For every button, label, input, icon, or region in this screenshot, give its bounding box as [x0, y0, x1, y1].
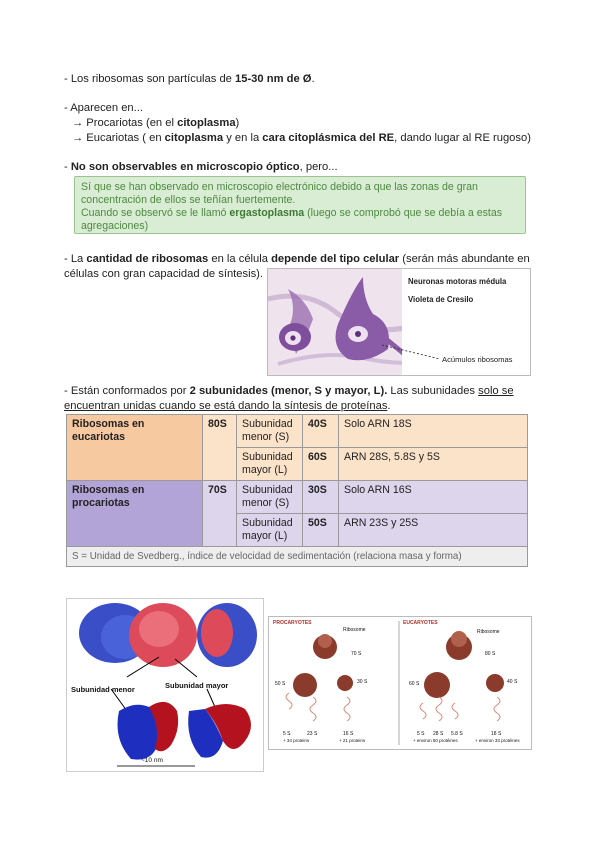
pro-large: 50 S [275, 681, 286, 687]
appear-prokaryotes: → Procariotas (en el citoplasma) [72, 117, 240, 129]
subunit-name: Subunidad mayor (L) [237, 514, 303, 547]
table-row [67, 481, 528, 514]
euk-rna-58s: 5.8 S [451, 731, 463, 737]
quantity-line-2: células con gran capacidad de síntesis). [64, 268, 264, 280]
ribosome-label-euk: Ribosome [477, 629, 500, 635]
micrograph-stain: Violeta de Cresilo [408, 295, 474, 304]
prokaryote-total: 70S [203, 481, 237, 547]
euk-rna-18s: 18 S [491, 731, 502, 737]
svedberg-footnote: S = Unidad de Svedberg., índice de velocidad de sedimentación (relaciona masa y forma) [67, 547, 528, 567]
subunit-name: Subunidad menor (S) [237, 481, 303, 514]
subunits-line: - Están conformados por 2 subunidades (menor, S y mayor, L). Las subunidades solo se [64, 385, 514, 397]
table-row [67, 415, 528, 448]
euk-rna-5s: 5 S [417, 731, 425, 737]
minor-subunit-label: Subunidad menor [71, 685, 135, 694]
ribosome-size: 15-30 nm de Ø [235, 73, 312, 85]
pro-rna-5s: 5 S [283, 731, 291, 737]
subunit-name: Subunidad menor (S) [237, 415, 303, 448]
appear-eukaryotes: → Eucariotas ( en citoplasma y en la cara citoplásmica del RE, dando lugar al RE rugoso) [72, 132, 531, 144]
eukaryotes-title: EUCARYOTES [403, 620, 438, 626]
eukaryote-label: Ribosomas en eucariotas [67, 415, 203, 481]
pro-rna-16s: 16 S [343, 731, 354, 737]
intro-text: - Los ribosomas son partículas de [64, 73, 236, 85]
ribosome-3d-figure [66, 598, 264, 772]
subunit-value: 50S [303, 514, 339, 547]
scale-label: ~10 nm [141, 757, 163, 764]
subunits-line-2: encuentran unidas cuando se está dando la síntesis de proteínas. [64, 400, 391, 412]
ribosome-label-pro: Ribosome [343, 627, 366, 633]
pro-total: 70 S [351, 651, 362, 657]
prokaryotes-title: PROCARYOTES [273, 620, 312, 626]
ribosome-sedimentation-figure [268, 616, 532, 750]
euk-large: 60 S [409, 681, 420, 687]
micrograph-caption: Acúmulos ribosomas [442, 355, 513, 364]
pro-small: 30 S [357, 679, 368, 685]
subunit-value: 40S [303, 415, 339, 448]
appear-heading: - Aparecen en... [64, 102, 143, 114]
electron-microscope-note: Sí que se han observado en microscopio electrónico debido a que las zonas de gran concentración de ellos se teñían fuertemente. Cuando se observó se le llamó ergastoplasma (luego se comprobó que se debía a estas agregaciones) [74, 176, 526, 234]
quantity-line: - La cantidad de ribosomas en la célula depende del tipo celular (serán más abundante en [64, 253, 530, 265]
ribosome-table [66, 414, 528, 567]
subunit-value: 60S [303, 448, 339, 481]
subunit-rna: ARN 28S, 5.8S y 5S [339, 448, 528, 481]
euk-rna-28s: 28 S [433, 731, 444, 737]
intro-line: - Los ribosomas son partículas de 15-30 nm de Ø. [64, 73, 315, 85]
optical-line: - No son observables en microscopio óptico, pero... [64, 161, 338, 173]
euk-total: 80 S [485, 651, 496, 657]
subunit-rna: Solo ARN 18S [339, 415, 528, 448]
euk-proteins-2: + environ 33 protéines [475, 738, 520, 743]
micrograph-title: Neuronas motoras médula [408, 277, 507, 286]
major-subunit-label: Subunidad mayor [165, 681, 229, 690]
euk-proteins-1: + environ 50 protéines [413, 738, 458, 743]
sedimentation-diagram [269, 617, 531, 749]
prokaryote-label: Ribosomas en procariotas [67, 481, 203, 547]
subunit-rna: Solo ARN 16S [339, 481, 528, 514]
eukaryote-total: 80S [203, 415, 237, 481]
pro-proteins-2: + 21 proteins [339, 738, 366, 743]
euk-small: 40 S [507, 679, 518, 685]
subunit-name: Subunidad mayor (L) [237, 448, 303, 481]
subunit-rna: ARN 23S y 25S [339, 514, 528, 547]
table-row [67, 547, 528, 567]
neuron-micrograph [267, 268, 531, 376]
pro-proteins-1: + 34 proteins [283, 738, 310, 743]
subunit-value: 30S [303, 481, 339, 514]
pro-rna-23s: 23 S [307, 731, 318, 737]
